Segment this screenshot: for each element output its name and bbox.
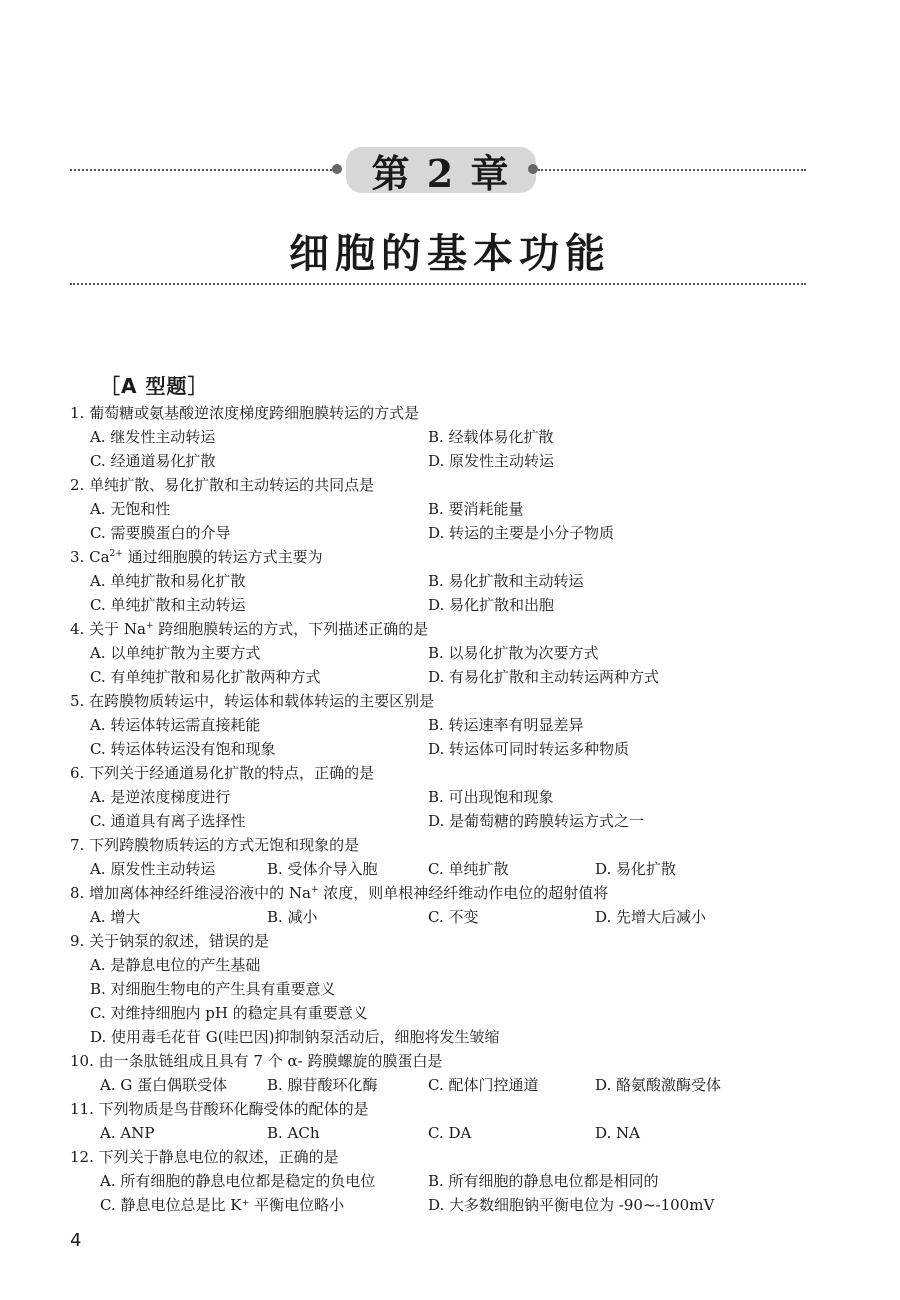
question-number: 3. [70,548,85,566]
option-d: D. 酪氨酸激酶受体 [595,1076,722,1094]
question-1 [70,401,810,473]
question-5 [70,689,810,761]
option-c: C. 对维持细胞内 pH 的稳定具有重要意义 [90,1004,368,1022]
question-stem [70,1097,810,1121]
question-text: 葡萄糖或氨基酸逆浓度梯度跨细胞膜转运的方式是 [89,404,420,422]
superscript: + [145,621,154,631]
banner-dot-left [332,164,342,174]
question-8 [70,881,810,929]
question-text: 下列关于经通道易化扩散的特点，正确的是 [89,764,375,782]
option-c: C. 转运体转运没有饱和现象 [90,740,276,758]
option-d: D. 大多数细胞钠平衡电位为 -90~-100mV [428,1196,715,1214]
question-stem [70,1049,810,1073]
question-6 [70,761,810,833]
option-b: B. 减小 [267,908,318,926]
option-b: B. 易化扩散和主动转运 [428,572,584,590]
question-number: 1. [70,404,85,422]
question-text: 在跨膜物质转运中，转运体和载体转运的主要区别是 [89,692,435,710]
question-stem [70,833,810,857]
option-d: D. 转运的主要是小分子物质 [428,524,615,542]
question-number: 12. [70,1148,94,1166]
option-b: B. 对细胞生物电的产生具有重要意义 [90,980,336,998]
superscript: 2+ [109,549,123,559]
option-b: B. 经载体易化扩散 [428,428,554,446]
option-c: C. 单纯扩散和主动转运 [90,596,246,614]
question-3 [70,545,810,617]
banner-dot-right [528,164,538,174]
option-a: A. 所有细胞的静息电位都是稳定的负电位 [100,1172,376,1190]
page-number: 4 [70,1230,82,1251]
question-text: $Ca^{2+}$ 通过细胞膜的转运方式主要为 [89,548,323,566]
question-list [70,401,810,1217]
question-stem [70,617,810,641]
option-d: D. 原发性主动转运 [428,452,555,470]
option-b: B. 以易化扩散为次要方式 [428,644,599,662]
question-stem [70,545,810,569]
question-text: 下列物质是鸟苷酸环化酶受体的配体的是 [98,1100,369,1118]
option-d: D. 使用毒毛花苷 G(哇巴因)抑制钠泵活动后，细胞将发生皱缩 [90,1028,500,1046]
option-d: D. 有易化扩散和主动转运两种方式 [428,668,660,686]
question-text: 单纯扩散、易化扩散和主动转运的共同点是 [89,476,375,494]
chapter-title: 细胞的基本功能 [289,231,611,277]
option-c: C. 通道具有离子选择性 [90,812,246,830]
option-b: B. 所有细胞的静息电位都是相同的 [428,1172,659,1190]
question-stem [70,401,810,425]
banner-dotted-line-left [70,169,332,171]
option-a: A. 单纯扩散和易化扩散 [90,572,246,590]
option-a: A. 以单纯扩散为主要方式 [90,644,261,662]
question-number: 7. [70,836,85,854]
option-a: A. 原发性主动转运 [90,860,216,878]
question-stem [70,929,810,953]
chapter-banner [70,147,806,196]
option-d: D. 转运体可同时转运多种物质 [428,740,630,758]
title-dotted-rule [70,283,806,285]
question-number: 11. [70,1100,94,1118]
section-heading: ［A 型题］ [100,374,209,398]
question-number: 8. [70,884,85,902]
question-stem [70,689,810,713]
superscript: + [310,885,319,895]
option-c: C. 配体门控通道 [428,1076,539,1094]
option-c: C. 单纯扩散 [428,860,509,878]
option-b: B. 可出现饱和现象 [428,788,554,806]
question-4 [70,617,810,689]
chapter-label: 第 2 章 [346,147,536,193]
question-text: 由一条肽链组成且具有 7 个 α- 跨膜螺旋的膜蛋白是 [98,1052,443,1070]
option-d: D. 先增大后减小 [595,908,707,926]
option-a: A. 是静息电位的产生基础 [90,956,261,974]
question-text: 下列跨膜物质转运的方式无饱和现象的是 [89,836,360,854]
question-stem [70,1145,810,1169]
question-number: 6. [70,764,85,782]
option-a: A. 增大 [90,908,141,926]
option-c: C. 有单纯扩散和易化扩散两种方式 [90,668,321,686]
question-text: 下列关于静息电位的叙述，正确的是 [98,1148,339,1166]
option-d: D. 易化扩散 [595,860,677,878]
option-b: B. ACh [267,1124,320,1142]
question-7 [70,833,810,881]
question-text: 关于 Na+ 跨细胞膜转运的方式，下列描述正确的是 [89,620,429,638]
question-text: 增加离体神经纤维浸浴液中的 Na+ 浓度，则单根神经纤维动作电位的超射值将 [89,884,609,902]
question-stem [70,881,810,905]
option-b: B. 受体介导入胞 [267,860,378,878]
option-c: C. 静息电位总是比 K⁺ 平衡电位略小 [100,1196,345,1214]
question-number: 10. [70,1052,94,1070]
question-number: 9. [70,932,85,950]
question-9 [70,929,810,1049]
option-b: B. 腺苷酸环化酶 [267,1076,378,1094]
option-b: B. 要消耗能量 [428,500,524,518]
option-a: A. 是逆浓度梯度进行 [90,788,231,806]
option-d: D. NA [595,1124,640,1142]
question-2 [70,473,810,545]
question-10 [70,1049,810,1097]
banner-dotted-line-right [538,169,806,171]
question-stem [70,761,810,785]
option-c: C. 经通道易化扩散 [90,452,216,470]
option-a: A. 无饱和性 [90,500,171,518]
option-c: C. 需要膜蛋白的介导 [90,524,231,542]
question-11 [70,1097,810,1145]
option-b: B. 转运速率有明显差异 [428,716,584,734]
question-12 [70,1145,810,1217]
question-number: 4. [70,620,85,638]
option-d: D. 是葡萄糖的跨膜转运方式之一 [428,812,645,830]
question-number: 2. [70,476,85,494]
option-c: C. DA [428,1124,472,1142]
question-text: 关于钠泵的叙述，错误的是 [89,932,270,950]
option-c: C. 不变 [428,908,479,926]
option-a: A. ANP [100,1124,155,1142]
option-a: A. G 蛋白偶联受体 [100,1076,228,1094]
question-number: 5. [70,692,85,710]
option-a: A. 继发性主动转运 [90,428,216,446]
option-d: D. 易化扩散和出胞 [428,596,555,614]
option-a: A. 转运体转运需直接耗能 [90,716,261,734]
question-stem [70,473,810,497]
